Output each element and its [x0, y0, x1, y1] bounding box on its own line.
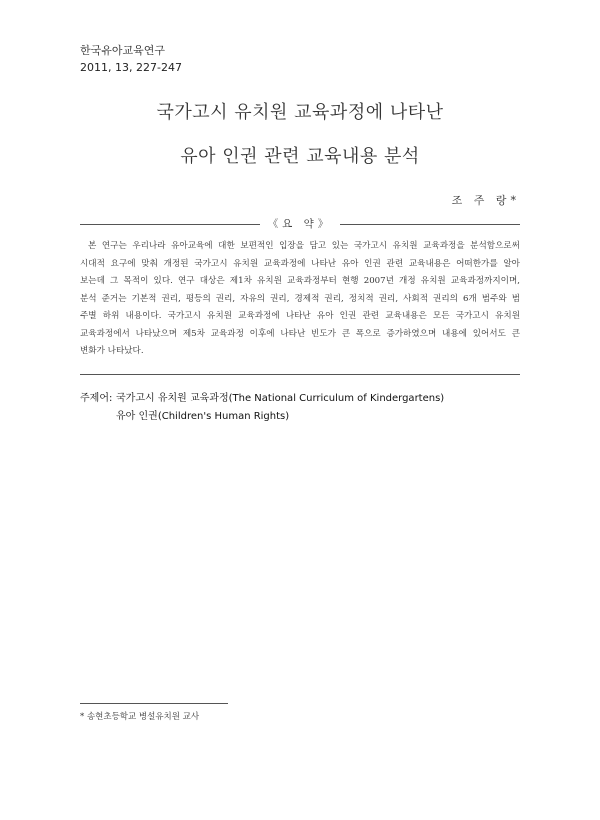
abstract-line: 변화가 나타났다. — [80, 346, 144, 356]
journal-header — [80, 42, 182, 76]
footnote-rule — [80, 703, 228, 704]
abstract-line: 시대적 요구에 맞춰 개정된 국가고시 유치원 교육과정에 나타난 유아 인권 관련 교육내용은 어떠한가를 알아 — [80, 258, 520, 269]
abstract-line: 주별 하위 내용이다. 국가고시 유치원 교육과정에 나타난 유아 인권 관련 교육내용은 모든 국가고시 유치원 — [80, 311, 520, 321]
abstract-rule-right — [340, 224, 520, 225]
abstract-bottom-rule — [80, 374, 520, 375]
abstract-line: 본 연구는 우리나라 유아교육에 대한 보편적인 입장을 담고 있는 국가고시 유치원 교육과정을 분석함으로써 — [88, 241, 520, 251]
abstract-line: 분석 준거는 기본적 권리, 평등의 권리, 자유의 권리, 경제적 권리, 정치적 권리, 사회적 권리의 6개 범주와 범 — [80, 293, 520, 304]
journal-citation: 2011, 13, 227-247 — [80, 61, 182, 74]
keywords-block — [80, 390, 444, 426]
abstract-heading-label: 《요 약》 — [267, 218, 333, 230]
paper-title-line-1: 국가고시 유치원 교육과정에 나타난 — [156, 102, 444, 123]
abstract-heading — [80, 216, 520, 232]
keyword-item: 국가고시 유치원 교육과정(The National Curriculum of Kindergartens) — [116, 393, 445, 404]
paper-title-line-2: 유아 인권 관련 교육내용 분석 — [180, 146, 420, 167]
abstract-line: 보는데 그 목적이 있다. 연구 대상은 제1차 유치원 교육과정부터 현행 2007년 개정 유치원 교육과정까지이며, — [80, 276, 520, 286]
abstract-line: 교육과정에서 나타났으며 제5차 교육과정 이후에 나타난 빈도가 큰 폭으로 증가하였으며 내용에 있어서도 큰 — [80, 328, 520, 339]
journal-name: 한국유아교육연구 — [80, 44, 166, 57]
keywords-label: 주제어: — [80, 393, 113, 404]
author-affiliation-footnote: * 송현초등학교 병설유치원 교사 — [80, 712, 200, 722]
abstract-body — [80, 238, 520, 361]
author-name: 조 주 랑* — [451, 194, 520, 207]
keyword-item: 유아 인권(Children's Human Rights) — [116, 411, 290, 422]
